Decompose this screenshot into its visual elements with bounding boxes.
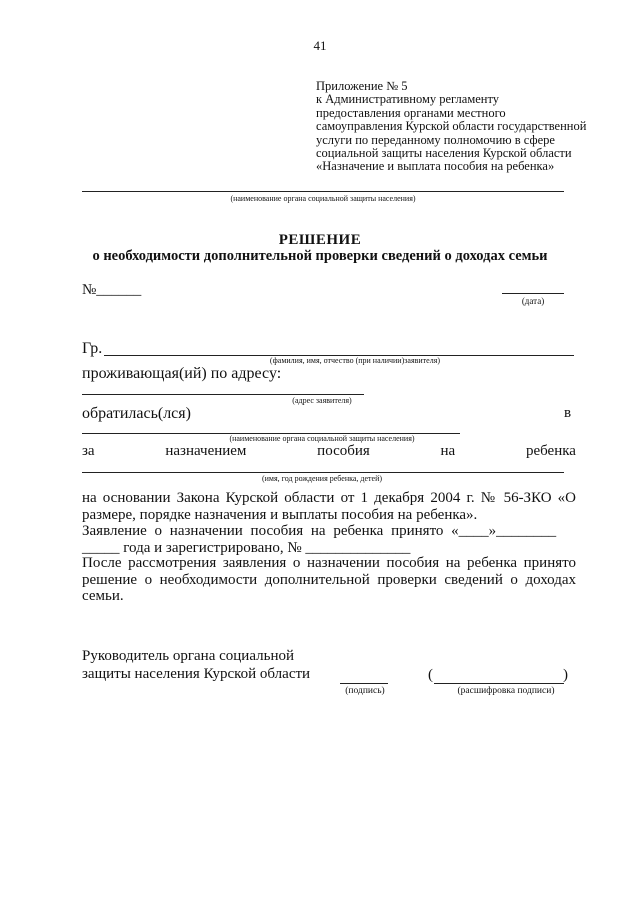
applied-label: обратилась(лся) bbox=[82, 405, 191, 422]
appendix-line: предоставления органами местного bbox=[316, 105, 506, 120]
statement-line-1: Заявление о назначении пособия на ребенка принято «____»________ bbox=[82, 523, 557, 539]
appendix-line: услуги по переданному полномочию в сфере bbox=[316, 132, 555, 147]
purpose-line bbox=[82, 443, 576, 460]
appendix-line: «Назначение и выплата пособия на ребенка» bbox=[316, 159, 555, 174]
address-caption: (адрес заявителя) bbox=[292, 396, 352, 405]
child-line bbox=[82, 472, 564, 473]
signature-caption: (подпись) bbox=[345, 686, 385, 696]
signer-line-1: Руководитель органа социальной bbox=[82, 648, 294, 664]
number-field: №______ bbox=[82, 282, 142, 298]
appendix-line: самоуправления Курской области государственной bbox=[316, 119, 587, 134]
purpose-word: назначением bbox=[165, 443, 247, 459]
paren-open: ( bbox=[428, 667, 433, 683]
signature-line bbox=[340, 683, 388, 684]
appendix-line: Приложение № 5 bbox=[316, 79, 408, 93]
date-line bbox=[502, 293, 564, 294]
page-number: 41 bbox=[313, 38, 327, 53]
statement-line-2: _____ года и зарегистрировано, № ______________ bbox=[82, 540, 411, 556]
date-caption: (дата) bbox=[521, 296, 545, 306]
citizen-label: Гр. bbox=[82, 340, 103, 357]
signer-line-2: защиты населения Курской области bbox=[82, 666, 311, 682]
purpose-word: за bbox=[82, 443, 95, 459]
law-paragraph: на основании Закона Курской области от 1 декабря 2004 г. № 56-ЗКО «О размере, порядке назначения и выплаты пособия на ребенка». bbox=[82, 490, 576, 523]
address-line bbox=[82, 394, 364, 395]
decoding-line bbox=[434, 683, 564, 684]
document-title: РЕШЕНИЕ bbox=[278, 232, 362, 248]
appendix-line: к Административному регламенту bbox=[316, 92, 500, 107]
org-caption-2: (наименование органа социальной защиты населения) bbox=[229, 434, 415, 443]
org-name-caption: (наименование органа социальной защиты населения) bbox=[230, 194, 416, 203]
decoding-caption: (расшифровка подписи) bbox=[457, 686, 555, 696]
fio-caption: (фамилия, имя, отчество (при наличии)заявителя) bbox=[269, 356, 441, 365]
residing-label: проживающая(ий) по адресу: bbox=[82, 365, 282, 382]
appendix-line: социальной защиты населения Курской области bbox=[316, 146, 572, 161]
purpose-word: пособия bbox=[317, 443, 370, 459]
paren-close: ) bbox=[563, 667, 568, 683]
org-name-line bbox=[82, 191, 564, 192]
purpose-word: ребенка bbox=[525, 443, 576, 459]
child-caption: (имя, год рождения ребенка, детей) bbox=[261, 474, 383, 483]
appendix-header bbox=[316, 79, 587, 174]
decision-paragraph: После рассмотрения заявления о назначении пособия на ребенка принято решение о необходимости дополнительной проверки сведений о доходах семьи. bbox=[82, 555, 576, 604]
applied-to: в bbox=[564, 405, 572, 421]
purpose-word: на bbox=[440, 443, 456, 459]
document-subtitle: о необходимости дополнительной проверки сведений о доходах семьи bbox=[92, 248, 548, 264]
